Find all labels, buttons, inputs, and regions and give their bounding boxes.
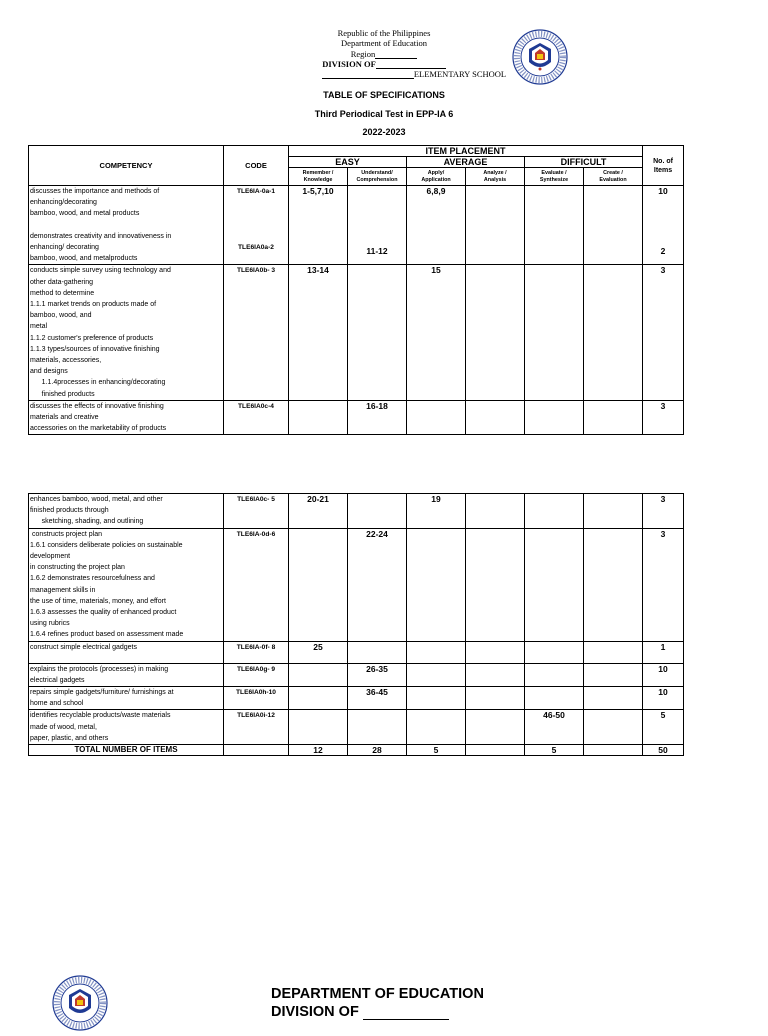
analyze-cell	[466, 186, 525, 265]
level-understand: Understand/ Comprehension	[348, 168, 407, 186]
table-row	[29, 641, 684, 663]
competency-cell: construct simple electrical gadgets	[29, 641, 224, 663]
footer-department: DEPARTMENT OF EDUCATION	[271, 986, 484, 1002]
understand-cell: 11-12	[348, 186, 407, 265]
difficult-header: DIFFICULT	[525, 157, 643, 168]
code-cell: TLE6IA-0f- 8	[224, 641, 289, 663]
create-cell	[584, 528, 643, 641]
division-blank	[376, 60, 446, 69]
apply-cell	[407, 710, 466, 745]
understand-cell: 16-18	[348, 400, 407, 435]
division-label: DIVISION OF	[322, 59, 376, 69]
understand-cell	[348, 710, 407, 745]
create-cell	[584, 400, 643, 435]
apply-cell	[407, 663, 466, 686]
code-header: CODE	[224, 146, 289, 186]
analyze-cell	[466, 663, 525, 686]
analyze-cell	[466, 494, 525, 529]
create-cell	[584, 494, 643, 529]
evaluate-cell	[525, 687, 584, 710]
totals-evaluate: 5	[525, 745, 584, 756]
level-analyze: Analyze / Analysis	[466, 168, 525, 186]
code-cell: TLE6IA0b- 3	[224, 265, 289, 400]
create-cell	[584, 710, 643, 745]
remember-cell: 20-21	[289, 494, 348, 529]
analyze-cell	[466, 687, 525, 710]
table-row	[29, 528, 684, 641]
totals-analyze	[466, 745, 525, 756]
table-row	[29, 400, 684, 435]
totals-create	[584, 745, 643, 756]
average-header: AVERAGE	[407, 157, 525, 168]
totals-items: 50	[643, 745, 684, 756]
analyze-cell	[466, 265, 525, 400]
understand-cell	[348, 494, 407, 529]
competency-header: COMPETENCY	[29, 146, 224, 186]
create-cell	[584, 687, 643, 710]
school-year: 2022-2023	[362, 127, 406, 137]
evaluate-cell	[525, 186, 584, 265]
code-cell: TLE6IA0c- 5	[224, 494, 289, 529]
table-row	[29, 687, 684, 710]
create-cell	[584, 663, 643, 686]
school-label: ELEMENTARY SCHOOL	[413, 69, 507, 79]
specifications-table-part2	[28, 493, 684, 756]
test-title: Third Periodical Test in EPP-IA 6	[314, 109, 454, 119]
apply-cell	[407, 528, 466, 641]
school-blank	[322, 70, 414, 79]
region-blank	[375, 50, 417, 59]
evaluate-cell	[525, 265, 584, 400]
remember-cell: 13-14	[289, 265, 348, 400]
items-cell: 10	[643, 663, 684, 686]
code-cell: TLE6IA0g- 9	[224, 663, 289, 686]
items-cell: 3	[643, 400, 684, 435]
division-line	[0, 59, 768, 69]
apply-cell	[407, 687, 466, 710]
totals-code	[224, 745, 289, 756]
apply-cell: 15	[407, 265, 466, 400]
totals-remember: 12	[289, 745, 348, 756]
create-cell	[584, 265, 643, 400]
code-cell: TLE6IA-0a-1 TLE6IA0a-2	[224, 186, 289, 265]
create-cell	[584, 186, 643, 265]
understand-cell	[348, 265, 407, 400]
evaluate-cell	[525, 528, 584, 641]
totals-understand: 28	[348, 745, 407, 756]
specifications-table-part1	[28, 145, 684, 435]
analyze-cell	[466, 710, 525, 745]
totals-row	[29, 745, 684, 756]
items-cell: 5	[643, 710, 684, 745]
competency-cell: explains the protocols (processes) in making electrical gadgets	[29, 663, 224, 686]
table-row	[29, 710, 684, 745]
remember-cell: 1-5,7,10	[289, 186, 348, 265]
level-create: Create / Evaluation	[584, 168, 643, 186]
code-cell: TLE6IA0h-10	[224, 687, 289, 710]
republic-label: Republic of the Philippines	[337, 28, 431, 38]
table-row	[29, 265, 684, 400]
evaluate-cell: 46-50	[525, 710, 584, 745]
table-row	[29, 663, 684, 686]
remember-cell: 25	[289, 641, 348, 663]
create-cell	[584, 641, 643, 663]
code-cell: TLE6IA0c-4	[224, 400, 289, 435]
evaluate-cell	[525, 494, 584, 529]
items-cell: 10	[643, 687, 684, 710]
item-placement-header: ITEM PLACEMENT	[289, 146, 643, 157]
understand-cell: 26-35	[348, 663, 407, 686]
apply-cell: 19	[407, 494, 466, 529]
remember-cell	[289, 663, 348, 686]
footer-division-label: DIVISION OF	[271, 1004, 359, 1020]
apply-cell: 6,8,9	[407, 186, 466, 265]
items-cell: 3	[643, 265, 684, 400]
deped-seal-footer-icon	[52, 975, 108, 1036]
apply-cell	[407, 641, 466, 663]
analyze-cell	[466, 528, 525, 641]
items-cell: 3	[643, 528, 684, 641]
understand-cell: 22-24	[348, 528, 407, 641]
remember-cell	[289, 400, 348, 435]
competency-cell: identifies recyclable products/waste materials made of wood, metal, paper, plastic, and others	[29, 710, 224, 745]
footer-division	[271, 1004, 449, 1020]
table-row	[29, 494, 684, 529]
evaluate-cell	[525, 641, 584, 663]
understand-cell	[348, 641, 407, 663]
competency-cell: discusses the importance and methods of enhancing/decorating bamboo, wood, and metal products demonstrates creativity and innovativeness in enhancing/ decorating bamboo, wood, and metalproducts	[29, 186, 224, 265]
table-row	[29, 186, 684, 265]
region-label: Region	[350, 49, 376, 59]
easy-header: EASY	[289, 157, 407, 168]
competency-cell: repairs simple gadgets/furniture/ furnishings at home and school	[29, 687, 224, 710]
school-line	[0, 69, 768, 79]
understand-cell: 36-45	[348, 687, 407, 710]
items-cell: 3	[643, 494, 684, 529]
competency-cell: constructs project plan 1.6.1 considers deliberate policies on sustainable development in constructing the project plan 1.6.2 demonstrates resourcefulness and management skills in the use of time, materials, money, and effort 1.6.3 assesses the quality of enhanced product using rubrics 1.6.4 refines product based on assessment made	[29, 528, 224, 641]
apply-cell	[407, 400, 466, 435]
remember-cell	[289, 687, 348, 710]
totals-apply: 5	[407, 745, 466, 756]
level-evaluate: Evaluate / Synthesize	[525, 168, 584, 186]
level-apply: Apply/ Application	[407, 168, 466, 186]
items-cell: 10 2	[643, 186, 684, 265]
footer-division-blank	[363, 1005, 449, 1020]
document-title: TABLE OF SPECIFICATIONS	[323, 90, 445, 100]
analyze-cell	[466, 400, 525, 435]
competency-cell: conducts simple survey using technology and other data-gathering method to determine 1.1.1 market trends on products made of bamboo, wood, and metal 1.1.2 customer's preference of products 1.1.3 types/sources of innovative finishing materials, accessories, and designs 1.1.4processes in enhancing/decorating finished products	[29, 265, 224, 400]
level-remember: Remember / Knowledge	[289, 168, 348, 186]
code-cell: TLE6IA0i-12	[224, 710, 289, 745]
competency-cell: enhances bamboo, wood, metal, and other finished products through sketching, shading, and outlining	[29, 494, 224, 529]
region-line	[0, 49, 768, 59]
code-cell: TLE6IA-0d-6	[224, 528, 289, 641]
no-of-items-header: No. of Items	[643, 146, 684, 186]
analyze-cell	[466, 641, 525, 663]
totals-label: TOTAL NUMBER OF ITEMS	[29, 745, 224, 756]
evaluate-cell	[525, 400, 584, 435]
items-cell: 1	[643, 641, 684, 663]
remember-cell	[289, 528, 348, 641]
department-label: Department of Education	[341, 38, 427, 48]
evaluate-cell	[525, 663, 584, 686]
competency-cell: discusses the effects of innovative finishing materials and creative accessories on the marketability of products	[29, 400, 224, 435]
remember-cell	[289, 710, 348, 745]
